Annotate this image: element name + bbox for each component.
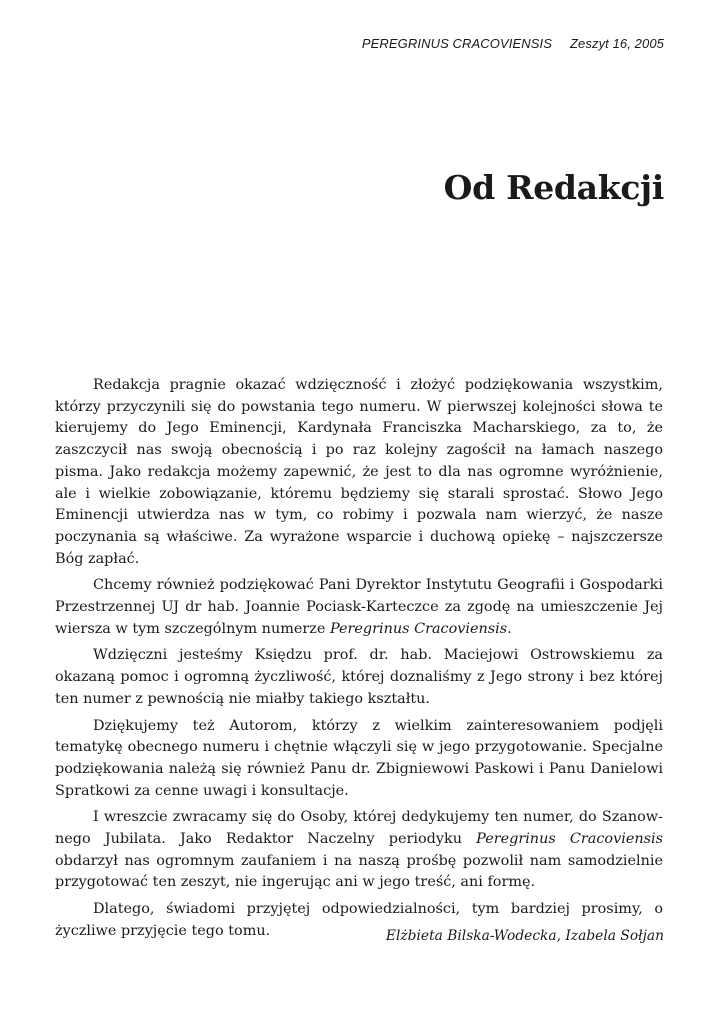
- paragraph-text: Wdzięczni jesteśmy Księdzu prof. dr. hab. Maciejowi Ostrowskiemu za okazaną pomoc i ogromną życzliwość, której doznaliśmy z Jego strony i bez której ten numer z pewnością nie miałby takiego kształtu.: [55, 647, 663, 707]
- paragraph-3: [55, 645, 663, 710]
- paragraph-text: Dlatego, świadomi przyjętej odpowiedzialności, tym bardziej prosimy, o życzliwe przyjęcie tego tomu.: [55, 901, 663, 939]
- editorial-body: [55, 375, 663, 948]
- page-title: Od Redakcji: [443, 168, 664, 207]
- paragraph-text: Redakcja pragnie okazać wdzięczność i złożyć podziękowania wszystkim, którzy przyczynili się do powstania tego numeru. W pierwszej kolejności słowa te kierujemy do Jego Eminencji, Kardynała Franciszka Macharskiego, za to, że zaszczycił nas swoją obecnością i po raz kolejny zagościł na łamach naszego pisma. Jako redakcja możemy zapewnić, że jest to dla nas ogromne wyróżnienie, ale i wielkie zobowiązanie, któremu będziemy się starali sprostać. Słowo Jego Eminencji utwierdza nas w tym, co robimy i pozwala nam wierzyć, że nasze poczynania są właściwe. Za wyrażone wsparcie i duchową opiekę – najszczersze Bóg zapłać.: [55, 377, 663, 567]
- paragraph-text: Chcemy również podziękować Pani Dyrektor Instytutu Geografii i Gospodarki Przestrzennej UJ dr hab. Joannie Pociask-Karteczce za zgodę na umieszczenie Jej wiersza w tym szczególnym numerze: [55, 577, 663, 637]
- paragraph-5: [55, 807, 663, 894]
- issue-number: Zeszyt 16, 2005: [570, 36, 664, 51]
- paragraph-text: .: [507, 620, 512, 637]
- journal-title-italic: Peregrinus Cracoviensis: [476, 831, 663, 848]
- journal-name: PEREGRINUS CRACOVIENSIS: [361, 36, 552, 51]
- running-head: [362, 36, 664, 51]
- journal-title-italic: Peregrinus Cracoviensis: [329, 620, 508, 637]
- paragraph-text: Dziękujemy też Autorom, którzy z wielkim zainteresowaniem podjęli tematykę obecnego numeru i chętnie włączyli się w jego przygotowanie. Specjalne podziękowania należą się również Panu dr. Zbigniewowi Paskowi i Panu Danielowi Spratkowi za cenne uwagi i konsultacje.: [55, 717, 663, 799]
- paragraph-text: obdarzył nas ogromnym zaufaniem i na naszą prośbę pozwolił nam samodzielnie przygotować ten zeszyt, nie ingerując ani w jego treść, ani formę.: [55, 852, 663, 891]
- paragraph-text: I wreszcie zwracamy się do Osoby, której dedykujemy ten numer, do Szanownego Jubilata. Jako Redaktor Naczelny periodyku: [55, 809, 663, 848]
- paragraph-2: [55, 575, 663, 640]
- signature: Elżbieta Bilska-Wodecka, Izabela Sołjan: [385, 928, 664, 944]
- paragraph-4: [55, 716, 663, 803]
- paragraph-1: [55, 375, 663, 570]
